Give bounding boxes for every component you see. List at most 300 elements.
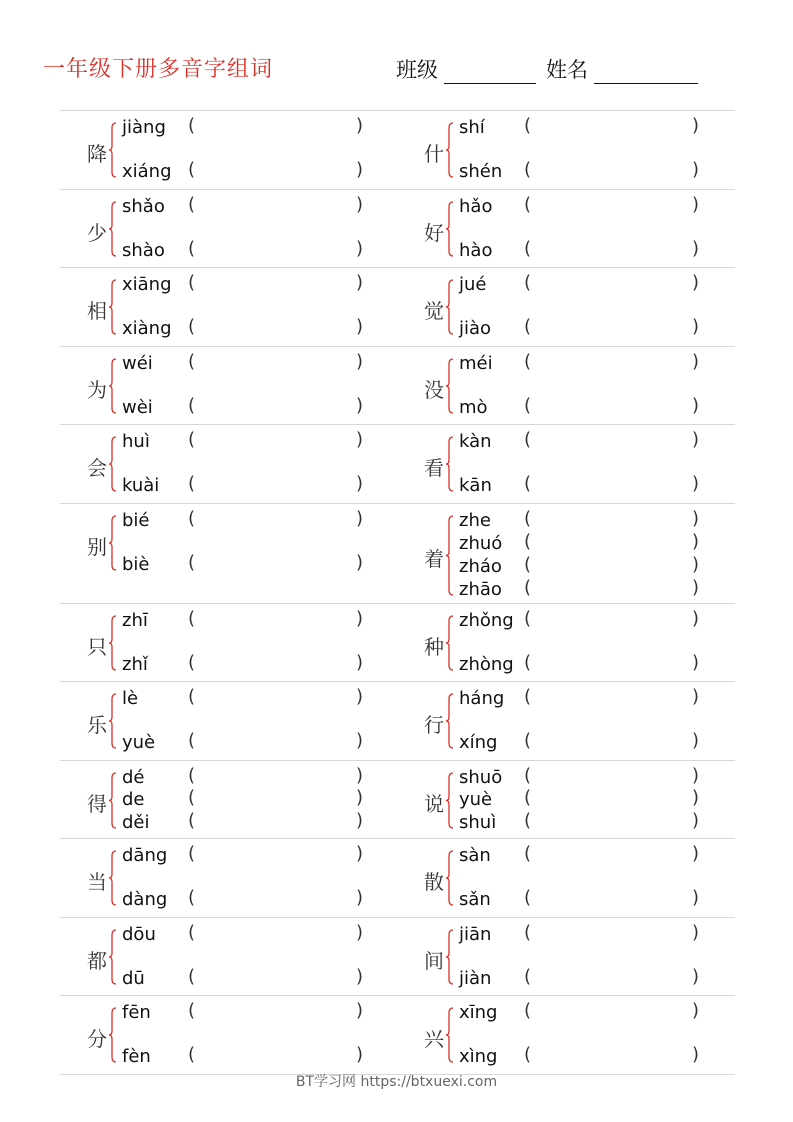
answer-blank[interactable] — [536, 194, 686, 214]
answer-close-paren: ) — [356, 429, 364, 450]
pinyin-reading: kàn — [459, 431, 492, 452]
answer-open-paren: ( — [524, 316, 532, 337]
answer-open-paren: ( — [188, 159, 196, 180]
polyphonic-character: 着 — [424, 547, 444, 571]
polyphonic-character: 看 — [424, 456, 444, 480]
answer-close-paren: ) — [692, 764, 700, 786]
brace-icon — [445, 772, 455, 829]
answer-blank[interactable] — [536, 115, 686, 135]
answer-close-paren: ) — [356, 764, 364, 786]
answer-open-paren: ( — [524, 350, 532, 372]
pinyin-reading: dū — [122, 967, 145, 989]
answer-close-paren: ) — [692, 607, 700, 629]
answer-blank[interactable] — [536, 922, 686, 942]
answer-open-paren: ( — [188, 1044, 196, 1065]
brace-icon — [445, 436, 455, 492]
polyphonic-character: 为 — [87, 377, 107, 402]
brace-icon — [445, 929, 455, 985]
answer-blank[interactable] — [200, 686, 350, 706]
answer-close-paren: ) — [356, 965, 364, 987]
pinyin-reading: huì — [122, 431, 150, 452]
polyphonic-character: 兴 — [424, 1027, 444, 1051]
pinyin-reading: jiān — [459, 923, 492, 945]
character-entry — [60, 425, 395, 503]
character-entry — [60, 268, 395, 346]
pinyin-reading: xiàng — [122, 318, 172, 339]
answer-close-paren: ) — [356, 394, 364, 416]
answer-blank[interactable] — [536, 395, 686, 415]
brace-icon — [108, 122, 118, 178]
pinyin-reading: hào — [459, 239, 493, 261]
answer-close-paren: ) — [692, 473, 700, 494]
answer-close-paren: ) — [692, 965, 700, 987]
answer-blank[interactable] — [200, 843, 350, 863]
answer-open-paren: ( — [524, 651, 532, 673]
polyphonic-character: 别 — [87, 534, 107, 559]
answer-open-paren: ( — [524, 764, 532, 786]
answer-close-paren: ) — [356, 1044, 364, 1065]
pinyin-reading: jiàng — [122, 117, 166, 138]
answer-blank[interactable] — [536, 531, 686, 551]
answer-blank[interactable] — [200, 238, 350, 258]
answer-close-paren: ) — [692, 843, 700, 864]
answer-open-paren: ( — [188, 809, 196, 831]
pinyin-reading: zháo — [459, 555, 502, 577]
answer-open-paren: ( — [188, 507, 196, 529]
answer-open-paren: ( — [524, 272, 532, 293]
answer-blank[interactable] — [536, 608, 686, 628]
answer-close-paren: ) — [356, 159, 364, 180]
brace-icon — [108, 201, 118, 257]
brace-icon — [108, 515, 118, 571]
name-field — [546, 54, 698, 84]
character-entry — [397, 918, 735, 996]
answer-blank[interactable] — [200, 922, 350, 942]
footer: BT学习网 https://btxuexi.com — [295, 1074, 498, 1090]
answer-close-paren: ) — [692, 193, 700, 215]
pinyin-reading: mò — [459, 396, 488, 418]
pinyin-reading: yuè — [122, 732, 156, 753]
answer-open-paren: ( — [524, 193, 532, 215]
polyphonic-character: 没 — [424, 377, 444, 402]
answer-blank[interactable] — [200, 194, 350, 214]
worksheet-table — [60, 110, 735, 1075]
pinyin-reading: xīng — [459, 1002, 498, 1023]
pinyin-reading: shuō — [459, 766, 503, 788]
brace-icon — [108, 279, 118, 335]
answer-open-paren: ( — [188, 115, 196, 136]
pinyin-reading: lè — [122, 688, 139, 709]
answer-close-paren: ) — [356, 237, 364, 259]
word-row — [60, 838, 735, 917]
answer-open-paren: ( — [524, 507, 532, 529]
answer-blank[interactable] — [536, 887, 686, 907]
answer-blank[interactable] — [536, 730, 686, 750]
answer-open-paren: ( — [524, 1000, 532, 1021]
answer-close-paren: ) — [692, 350, 700, 372]
brace-icon — [445, 693, 455, 749]
answer-blank[interactable] — [200, 351, 350, 371]
character-entry — [60, 504, 395, 603]
answer-open-paren: ( — [524, 576, 532, 598]
character-entry — [397, 347, 735, 425]
polyphonic-character: 种 — [424, 634, 444, 659]
answer-close-paren: ) — [692, 553, 700, 575]
answer-blank[interactable] — [536, 238, 686, 258]
brace-icon — [108, 436, 118, 492]
answer-close-paren: ) — [692, 429, 700, 450]
answer-close-paren: ) — [356, 272, 364, 293]
answer-close-paren: ) — [356, 787, 364, 808]
answer-close-paren: ) — [692, 316, 700, 337]
character-entry — [60, 996, 395, 1074]
character-entry — [60, 918, 395, 996]
polyphonic-character: 得 — [87, 792, 107, 816]
answer-close-paren: ) — [356, 473, 364, 494]
answer-close-paren: ) — [692, 159, 700, 180]
answer-blank[interactable] — [200, 115, 350, 135]
answer-blank[interactable] — [200, 652, 350, 672]
answer-open-paren: ( — [188, 764, 196, 786]
answer-close-paren: ) — [356, 686, 364, 707]
answer-blank[interactable] — [200, 395, 350, 415]
word-row — [60, 760, 735, 839]
answer-open-paren: ( — [188, 193, 196, 215]
character-entry — [397, 111, 735, 189]
pinyin-reading: sǎn — [459, 889, 491, 910]
pinyin-reading: jué — [459, 274, 487, 295]
brace-icon — [445, 1007, 455, 1063]
word-row — [60, 603, 735, 682]
pinyin-reading: dōu — [122, 923, 156, 945]
answer-close-paren: ) — [356, 843, 364, 864]
polyphonic-character: 散 — [424, 870, 444, 894]
answer-open-paren: ( — [524, 237, 532, 259]
answer-blank[interactable] — [200, 1044, 350, 1064]
word-row — [60, 267, 735, 346]
character-entry — [60, 190, 395, 268]
character-entry — [397, 425, 735, 503]
pinyin-reading: zhāo — [459, 578, 502, 600]
answer-blank[interactable] — [536, 652, 686, 672]
polyphonic-character: 会 — [87, 456, 107, 480]
answer-open-paren: ( — [524, 115, 532, 136]
pinyin-reading: háng — [459, 688, 505, 709]
answer-blank[interactable] — [536, 554, 686, 574]
answer-blank[interactable] — [536, 1044, 686, 1064]
answer-blank[interactable] — [200, 608, 350, 628]
brace-icon — [445, 358, 455, 414]
answer-blank[interactable] — [200, 730, 350, 750]
brace-icon — [108, 693, 118, 749]
answer-blank[interactable] — [200, 887, 350, 907]
answer-close-paren: ) — [356, 507, 364, 529]
answer-close-paren: ) — [692, 530, 700, 552]
answer-close-paren: ) — [356, 1000, 364, 1021]
word-row — [60, 189, 735, 268]
answer-open-paren: ( — [188, 394, 196, 416]
answer-blank[interactable] — [536, 686, 686, 706]
name-blank[interactable] — [594, 65, 698, 84]
pinyin-reading: wéi — [122, 352, 153, 374]
answer-close-paren: ) — [692, 115, 700, 136]
answer-blank[interactable] — [200, 429, 350, 449]
word-row — [60, 110, 735, 189]
polyphonic-character: 好 — [424, 220, 444, 245]
word-row — [60, 681, 735, 760]
character-entry — [397, 839, 735, 917]
pinyin-reading: xiáng — [122, 161, 172, 182]
polyphonic-character: 行 — [424, 713, 444, 737]
pinyin-reading: yuè — [459, 789, 493, 810]
brace-icon — [108, 850, 118, 906]
pinyin-reading: fèn — [122, 1046, 151, 1067]
character-entry — [397, 268, 735, 346]
answer-blank[interactable] — [536, 1000, 686, 1020]
pinyin-reading: zhǐ — [122, 653, 148, 675]
polyphonic-character: 只 — [87, 634, 107, 659]
answer-blank[interactable] — [200, 552, 350, 572]
answer-close-paren: ) — [692, 887, 700, 908]
class-label: 班级 — [396, 58, 438, 82]
polyphonic-character: 相 — [87, 299, 107, 323]
answer-close-paren: ) — [692, 921, 700, 943]
answer-open-paren: ( — [524, 473, 532, 494]
answer-blank[interactable] — [200, 272, 350, 292]
answer-close-paren: ) — [356, 651, 364, 673]
answer-blank[interactable] — [200, 508, 350, 528]
brace-icon — [108, 358, 118, 414]
polyphonic-character: 间 — [424, 948, 444, 973]
answer-blank[interactable] — [536, 508, 686, 528]
pinyin-reading: biè — [122, 553, 150, 575]
brace-icon — [108, 615, 118, 671]
pinyin-reading: shào — [122, 239, 165, 261]
character-entry — [397, 682, 735, 760]
answer-blank[interactable] — [536, 473, 686, 493]
character-entry — [397, 504, 735, 603]
answer-open-paren: ( — [524, 394, 532, 416]
answer-open-paren: ( — [524, 921, 532, 943]
pinyin-reading: dāng — [122, 845, 168, 866]
answer-close-paren: ) — [356, 193, 364, 215]
answer-close-paren: ) — [692, 787, 700, 808]
answer-close-paren: ) — [356, 921, 364, 943]
polyphonic-character: 说 — [424, 792, 444, 816]
answer-open-paren: ( — [524, 965, 532, 987]
pinyin-reading: fēn — [122, 1002, 151, 1023]
polyphonic-character: 都 — [87, 948, 107, 973]
answer-open-paren: ( — [188, 921, 196, 943]
answer-blank[interactable] — [200, 1000, 350, 1020]
answer-blank[interactable] — [200, 473, 350, 493]
character-entry — [397, 604, 735, 682]
polyphonic-character: 什 — [424, 142, 444, 166]
answer-open-paren: ( — [188, 316, 196, 337]
answer-blank[interactable] — [536, 577, 686, 597]
answer-open-paren: ( — [188, 651, 196, 673]
answer-blank[interactable] — [536, 272, 686, 292]
answer-blank[interactable] — [536, 966, 686, 986]
answer-open-paren: ( — [188, 350, 196, 372]
brace-icon — [445, 122, 455, 178]
polyphonic-character: 降 — [87, 142, 107, 166]
answer-open-paren: ( — [188, 965, 196, 987]
answer-blank[interactable] — [536, 810, 686, 830]
answer-blank[interactable] — [536, 351, 686, 371]
answer-open-paren: ( — [524, 159, 532, 180]
pinyin-reading: hǎo — [459, 195, 493, 217]
pinyin-reading: dé — [122, 766, 145, 788]
answer-close-paren: ) — [692, 1000, 700, 1021]
answer-open-paren: ( — [524, 787, 532, 808]
character-entry — [60, 761, 395, 839]
character-entry — [60, 839, 395, 917]
answer-open-paren: ( — [188, 887, 196, 908]
pinyin-reading: shuì — [459, 811, 497, 833]
pinyin-reading: shí — [459, 117, 485, 138]
answer-close-paren: ) — [692, 1044, 700, 1065]
answer-open-paren: ( — [524, 730, 532, 751]
pinyin-reading: méi — [459, 352, 493, 374]
brace-icon — [108, 1007, 118, 1063]
answer-close-paren: ) — [692, 272, 700, 293]
answer-close-paren: ) — [356, 350, 364, 372]
pinyin-reading: bié — [122, 509, 150, 531]
brace-icon — [445, 279, 455, 335]
answer-blank[interactable] — [536, 316, 686, 336]
pinyin-reading: shǎo — [122, 195, 165, 217]
answer-blank[interactable] — [200, 159, 350, 179]
polyphonic-character: 少 — [87, 220, 107, 245]
word-row — [60, 424, 735, 503]
pinyin-reading: děi — [122, 811, 150, 833]
answer-blank[interactable] — [200, 810, 350, 830]
word-row — [60, 503, 735, 603]
answer-open-paren: ( — [188, 843, 196, 864]
answer-open-paren: ( — [188, 787, 196, 808]
character-entry — [60, 604, 395, 682]
answer-close-paren: ) — [692, 394, 700, 416]
answer-open-paren: ( — [524, 530, 532, 552]
header — [0, 0, 793, 100]
word-row — [60, 346, 735, 425]
class-field — [396, 54, 536, 84]
answer-blank[interactable] — [536, 159, 686, 179]
answer-open-paren: ( — [524, 686, 532, 707]
answer-open-paren: ( — [524, 429, 532, 450]
answer-open-paren: ( — [524, 1044, 532, 1065]
answer-blank[interactable] — [200, 966, 350, 986]
answer-close-paren: ) — [692, 576, 700, 598]
character-entry — [60, 347, 395, 425]
class-blank[interactable] — [444, 65, 536, 84]
pinyin-reading: zhuó — [459, 532, 503, 554]
pinyin-reading: dàng — [122, 889, 168, 910]
answer-open-paren: ( — [524, 553, 532, 575]
answer-close-paren: ) — [356, 730, 364, 751]
polyphonic-character: 乐 — [87, 713, 107, 737]
answer-close-paren: ) — [356, 809, 364, 831]
answer-open-paren: ( — [524, 809, 532, 831]
pinyin-reading: xiāng — [122, 274, 172, 295]
answer-close-paren: ) — [356, 551, 364, 573]
brace-icon — [445, 515, 455, 596]
pinyin-reading: jiàn — [459, 967, 492, 989]
answer-close-paren: ) — [356, 607, 364, 629]
answer-open-paren: ( — [524, 843, 532, 864]
polyphonic-character: 觉 — [424, 299, 444, 323]
brace-icon — [445, 850, 455, 906]
pinyin-reading: sàn — [459, 845, 491, 866]
answer-blank[interactable] — [536, 843, 686, 863]
pinyin-reading: de — [122, 789, 145, 810]
answer-close-paren: ) — [692, 730, 700, 751]
pinyin-reading: wèi — [122, 396, 153, 418]
pinyin-reading: jiào — [459, 318, 492, 339]
answer-blank[interactable] — [536, 787, 686, 807]
answer-close-paren: ) — [356, 115, 364, 136]
answer-open-paren: ( — [188, 429, 196, 450]
answer-open-paren: ( — [188, 607, 196, 629]
answer-close-paren: ) — [692, 686, 700, 707]
answer-open-paren: ( — [188, 551, 196, 573]
answer-close-paren: ) — [356, 887, 364, 908]
pinyin-reading: zhǒng — [459, 609, 514, 631]
pinyin-reading: zhòng — [459, 653, 514, 675]
pinyin-reading: xìng — [459, 1046, 498, 1067]
polyphonic-character: 当 — [87, 870, 107, 894]
name-label: 姓名 — [546, 58, 588, 82]
answer-open-paren: ( — [188, 1000, 196, 1021]
answer-blank[interactable] — [200, 787, 350, 807]
answer-open-paren: ( — [188, 237, 196, 259]
answer-open-paren: ( — [188, 730, 196, 751]
brace-icon — [108, 772, 118, 829]
character-entry — [397, 761, 735, 839]
answer-close-paren: ) — [356, 316, 364, 337]
answer-close-paren: ) — [692, 507, 700, 529]
answer-open-paren: ( — [524, 607, 532, 629]
brace-icon — [445, 615, 455, 671]
answer-close-paren: ) — [692, 651, 700, 673]
pinyin-reading: zhī — [122, 609, 148, 631]
answer-close-paren: ) — [692, 809, 700, 831]
answer-blank[interactable] — [200, 316, 350, 336]
brace-icon — [108, 929, 118, 985]
page-title: 一年级下册多音字组词 — [43, 57, 274, 82]
character-entry — [397, 996, 735, 1074]
answer-open-paren: ( — [188, 272, 196, 293]
character-entry — [60, 682, 395, 760]
pinyin-reading: kuài — [122, 475, 160, 496]
pinyin-reading: xíng — [459, 732, 498, 753]
character-entry — [397, 190, 735, 268]
answer-close-paren: ) — [692, 237, 700, 259]
pinyin-reading: shén — [459, 161, 503, 182]
answer-blank[interactable] — [536, 765, 686, 785]
answer-blank[interactable] — [536, 429, 686, 449]
character-entry — [60, 111, 395, 189]
answer-blank[interactable] — [200, 765, 350, 785]
answer-open-paren: ( — [524, 887, 532, 908]
word-row — [60, 995, 735, 1075]
answer-open-paren: ( — [188, 686, 196, 707]
pinyin-reading: zhe — [459, 509, 491, 531]
polyphonic-character: 分 — [87, 1027, 107, 1051]
word-row — [60, 917, 735, 996]
brace-icon — [445, 201, 455, 257]
